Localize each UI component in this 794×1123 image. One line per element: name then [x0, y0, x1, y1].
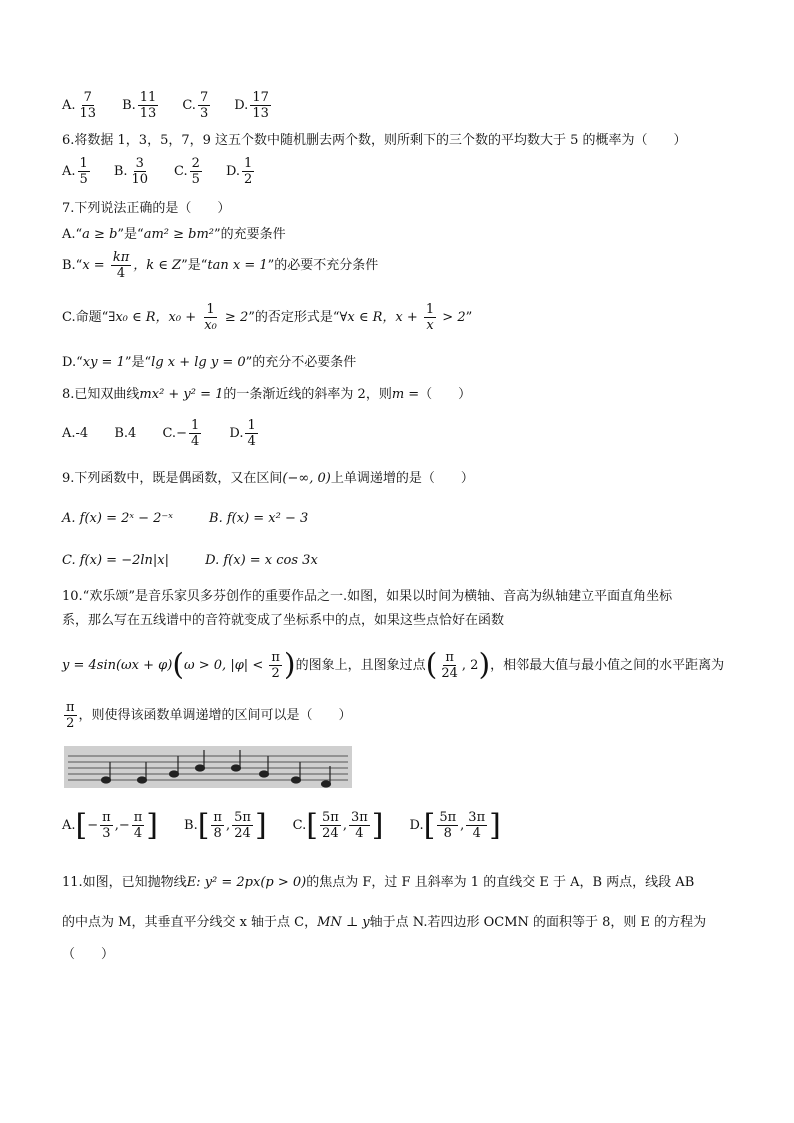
q6-option-0-fraction — [78, 156, 90, 187]
q6-option-2-letter: C. — [174, 163, 188, 179]
q7-b-mid: ”是“ — [181, 258, 208, 273]
q10-option-3-b-den: 4 — [472, 826, 481, 841]
q10-option-0-a-num: π — [102, 810, 111, 825]
q7-c-frac-num: 1 — [206, 302, 215, 317]
q10-option-2 — [292, 807, 384, 843]
q10-option-1-letter: B. — [184, 817, 198, 833]
q6-option-3-den: 2 — [244, 172, 253, 187]
q10-option-3-right-bracket: ] — [489, 807, 501, 843]
q7-c-prefix: C.命题“ — [62, 310, 109, 325]
q7-c-math5: ，x + — [382, 310, 422, 325]
q8-d-fraction — [245, 418, 257, 449]
q10-option-3-b-fraction — [466, 810, 487, 841]
q7-b-prefix: B.“ — [62, 258, 83, 273]
q7-a-suffix: ”的充要条件 — [214, 227, 286, 242]
note-4 — [196, 765, 205, 771]
q10-option-2-right-bracket: ] — [371, 807, 384, 843]
q7-b-math3: tan x = 1 — [207, 258, 268, 273]
q7-b-suffix: ”的必要不充分条件 — [267, 258, 379, 273]
note-5 — [232, 765, 241, 771]
q8-option-c — [162, 418, 203, 449]
q7-c-suffix: ” — [465, 310, 473, 325]
q8-d-letter: D. — [229, 425, 244, 441]
q9-stem — [62, 470, 474, 488]
q10-option-0-a-den: 3 — [102, 826, 111, 841]
q9-option-d: D. f(x) = x cos 3x — [205, 553, 318, 568]
q6-option-3 — [226, 156, 256, 187]
q7-c-fraction — [202, 302, 219, 333]
q10-option-1-a-fraction — [211, 810, 224, 841]
q6-stem: 6.将数据 1，3，5，7，9 这五个数中随机删去两个数，则所剩下的三个数的平均数大于 5 的概率为（ ） — [62, 133, 687, 148]
q6-options — [62, 156, 278, 187]
q10-cond-fraction — [269, 650, 282, 681]
q10-option-2-a-num: 5π — [322, 810, 339, 825]
q7-c-math4: ∀x ∈ R — [339, 310, 383, 325]
q10-option-0-b-den: 4 — [133, 826, 143, 841]
q10-option-3-a-den: 8 — [443, 826, 452, 841]
q9-options-ab — [62, 510, 308, 528]
q10-option-3-b-num: 3π — [468, 810, 486, 825]
q5-option-1-num: 11 — [139, 90, 157, 105]
q10-option-0 — [62, 807, 159, 843]
q10-option-2-b-den: 4 — [355, 826, 364, 841]
q5-option-3-den: 13 — [252, 106, 269, 121]
q10-pt-y: , 2 — [461, 658, 479, 673]
q10-l4-fraction — [64, 700, 77, 731]
q10-option-3-a-num: 5π — [439, 810, 457, 825]
q10-option-3-a-fraction — [437, 810, 458, 841]
note-1 — [102, 777, 111, 783]
q10-options — [62, 807, 527, 843]
q10-option-0-b-sign: − — [118, 817, 130, 833]
q7-c-frac2-den: x — [426, 318, 434, 333]
q10-option-2-left-bracket: [ — [306, 807, 318, 843]
q10-tail: ，相邻最大值与最小值之间的水平距离为 — [490, 658, 725, 673]
q8-options — [62, 418, 282, 449]
q7-a-mid: ”是“ — [117, 227, 144, 242]
q10-pt-fraction — [439, 650, 460, 681]
q10-option-1-a-num: π — [213, 810, 222, 825]
q5-option-1-den: 13 — [139, 106, 157, 121]
q10-option-0-right-bracket: ] — [146, 807, 159, 843]
q7-c-math3: ≥ 2 — [220, 310, 249, 325]
q9-options-cd — [62, 552, 318, 570]
q5-option-1-letter: B. — [122, 97, 136, 113]
q6-option-1-fraction — [130, 156, 151, 187]
q7-b-fraction — [111, 250, 131, 281]
q10-pt-num: π — [445, 650, 454, 665]
q10-option-2-a-fraction — [320, 810, 341, 841]
q10-l4-num: π — [66, 700, 75, 715]
q10-line4 — [62, 700, 352, 731]
q7-c-mid: ”的否定形式是“ — [248, 310, 340, 325]
q10-option-0-letter: A. — [62, 817, 76, 833]
q8-option-d — [229, 418, 259, 449]
q6-option-3-fraction — [242, 156, 254, 187]
q9-option-c: C. f(x) = −2ln|x| — [62, 553, 169, 568]
q5-option-3 — [234, 90, 273, 121]
q8-option-a: A.-4 — [62, 425, 89, 441]
q9-post: 上单调递增的是（ ） — [330, 471, 474, 486]
q10-l4-text: ，则使得该函数单调递增的区间可以是（ ） — [78, 708, 352, 723]
q10-option-0-comma: , — [114, 817, 119, 833]
q7-c-math1: ∃x₀ ∈ R — [108, 310, 156, 325]
q7-option-a — [62, 226, 286, 244]
q9-pre: 9.下列函数中，既是偶函数，又在区间 — [62, 471, 283, 486]
q5-option-2-letter: C. — [182, 97, 196, 113]
q11-l2-post: 轴于点 N.若四边形 OCMN 的面积等于 8，则 E 的方程为 — [369, 915, 707, 930]
q10-cond-num: π — [271, 650, 280, 665]
q6-option-1-num: 3 — [135, 156, 144, 171]
q7-d-math1: xy = 1 — [82, 355, 125, 370]
q8-option-b: B.4 — [114, 425, 137, 441]
q5-option-0-den: 13 — [79, 106, 97, 121]
q5-option-2-den: 3 — [199, 106, 209, 121]
q10-cond-open: ( — [172, 647, 185, 683]
q7-b-frac-den: 4 — [116, 266, 126, 281]
q10-option-1-b-den: 24 — [234, 826, 251, 841]
q7-a-math1: a ≥ b — [82, 227, 118, 242]
q11-line2 — [62, 914, 706, 932]
staff-svg — [64, 746, 352, 788]
q9-option-b: B. f(x) = x² − 3 — [209, 511, 309, 526]
q5-option-2-fraction — [198, 90, 210, 121]
q8-c-letter: C. — [162, 425, 177, 441]
q10-option-2-b-fraction — [349, 810, 370, 841]
q11-line1 — [62, 874, 694, 892]
q8-c-den: 4 — [190, 434, 200, 449]
q6-option-2-num: 2 — [191, 156, 200, 171]
q6-option-2-fraction — [190, 156, 202, 187]
q8-post: 的一条渐近线的斜率为 2，则 — [223, 387, 392, 402]
q5-option-2-num: 7 — [199, 90, 209, 105]
q10-cond-den: 2 — [271, 666, 280, 681]
q10-l4-den: 2 — [66, 716, 75, 731]
q10-option-1-a-den: 8 — [213, 826, 222, 841]
q8-c-fraction — [189, 418, 201, 449]
q10-line1: 10.“欢乐颂”是音乐家贝多芬创作的重要作品之一.如图，如果以时间为横轴、音高为纵轴建立平面直角坐标 — [62, 589, 673, 604]
q10-option-0-a-fraction — [100, 810, 113, 841]
q5-option-0-num: 7 — [83, 90, 92, 105]
q10-line2: 系，那么写在五线谱中的音符就变成了坐标系中的点，如果这些点恰好在函数 — [62, 613, 505, 628]
note-6 — [260, 771, 269, 777]
q7-a-prefix: A.“ — [62, 227, 83, 242]
q7-stem: 7.下列说法正确的是（ ） — [62, 201, 231, 216]
q10-option-3-comma: , — [460, 817, 465, 833]
q10-option-3-letter: D. — [409, 817, 424, 833]
q5-option-0-letter: A. — [62, 97, 76, 113]
q6-option-1-letter: B. — [113, 163, 128, 179]
q8-math: mx² + y² = 1 — [139, 387, 224, 402]
q6-option-1-den: 10 — [131, 172, 149, 187]
q6-option-2 — [174, 156, 204, 187]
q7-option-b — [62, 250, 378, 281]
q10-option-1-left-bracket: [ — [197, 807, 210, 843]
q11-l1-pre: 11.如图，已知抛物线 — [62, 875, 187, 890]
q7-d-math2: lg x + lg y = 0 — [151, 355, 246, 370]
q10-option-1-comma: , — [225, 817, 231, 833]
q10-pt-close: ) — [478, 647, 491, 683]
q11-l1-math: E: y² = 2px(p > 0) — [186, 875, 307, 890]
q7-b-frac-num: kπ — [112, 250, 130, 265]
q7-c-math2: ，x₀ + — [155, 310, 201, 325]
q10-option-0-b-num: π — [133, 810, 143, 825]
q7-b-math2: ，k ∈ Z — [133, 258, 182, 273]
note-8 — [322, 781, 331, 787]
q10-option-3 — [409, 807, 501, 843]
q7-c-frac-den: x₀ — [204, 318, 217, 333]
q8-c-sign: − — [176, 425, 187, 441]
q10-option-3-left-bracket: [ — [423, 807, 436, 843]
q10-pt-open: ( — [425, 647, 438, 683]
q6-option-0 — [62, 156, 92, 187]
q11-l2-math: MN ⊥ y — [317, 915, 370, 930]
q9-option-a: A. f(x) = 2ˣ − 2⁻ˣ — [62, 511, 173, 526]
q5-option-3-letter: D. — [234, 97, 249, 113]
q5-option-0 — [62, 90, 100, 121]
q10-option-2-comma: , — [342, 817, 347, 833]
q6-option-1 — [114, 156, 152, 187]
q7-option-d — [62, 354, 356, 372]
q6-option-3-num: 1 — [244, 156, 253, 171]
q7-d-prefix: D.“ — [62, 355, 83, 370]
q10-cond: ω > 0, |φ| < — [184, 658, 268, 673]
q8-math2: m — [391, 387, 405, 402]
q6-option-0-den: 5 — [79, 172, 88, 187]
q8-d-num: 1 — [247, 418, 256, 433]
q11-l1-post: 的焦点为 F，过 F 且斜率为 1 的直线交 E 于 A，B 两点，线段 AB — [306, 875, 695, 890]
note-3 — [170, 771, 179, 777]
q10-option-1-right-bracket: ] — [254, 807, 267, 843]
q7-option-c — [62, 302, 472, 333]
note-2 — [138, 777, 147, 783]
q8-end: =（ ） — [404, 387, 472, 402]
music-staff-image — [64, 746, 352, 788]
q5-option-2 — [182, 90, 212, 121]
q11-line3: （ ） — [62, 947, 115, 962]
q7-c-frac2-num: 1 — [425, 302, 435, 317]
q10-option-2-a-den: 24 — [322, 826, 339, 841]
q10-option-1-b-num: 5π — [234, 810, 251, 825]
q7-c-math6: > 2 — [438, 310, 466, 325]
q5-option-1 — [122, 90, 160, 121]
q7-a-math2: am² ≥ bm² — [143, 227, 215, 242]
q7-d-suffix: ”的充分不必要条件 — [245, 355, 357, 370]
q5-option-3-fraction — [250, 90, 271, 121]
q6-option-0-letter: A. — [62, 163, 76, 179]
q5-options — [62, 90, 295, 121]
q7-d-mid: ”是“ — [124, 355, 152, 370]
note-7 — [292, 777, 301, 783]
q8-d-den: 4 — [247, 434, 256, 449]
q8-pre: 8.已知双曲线 — [62, 387, 140, 402]
q6-option-2-den: 5 — [191, 172, 200, 187]
q7-c-fraction2 — [424, 302, 436, 333]
q10-option-1 — [184, 807, 267, 843]
q10-option-2-b-num: 3π — [350, 810, 368, 825]
q5-option-3-num: 17 — [252, 90, 269, 105]
q9-interval: (−∞, 0) — [282, 471, 331, 486]
q10-line3 — [62, 647, 725, 683]
q8-stem — [62, 386, 471, 404]
q5-option-1-fraction — [138, 90, 159, 121]
q10-option-1-b-fraction — [232, 810, 253, 841]
q10-mid: 的图象上，且图象过点 — [295, 658, 426, 673]
q10-cond-close: ) — [283, 647, 296, 683]
q11-l2-pre: 的中点为 M，其垂直平分线交 x 轴于点 C， — [62, 915, 318, 930]
q6-option-3-letter: D. — [225, 163, 241, 179]
q10-option-0-a-sign: − — [87, 817, 99, 833]
q7-b-math1: x = — [82, 258, 109, 273]
q10-option-0-left-bracket: [ — [75, 807, 88, 843]
q6-option-0-num: 1 — [79, 156, 88, 171]
q5-option-0-fraction — [78, 90, 99, 121]
q10-pt-den: 24 — [441, 666, 458, 681]
q10-func: y = 4sin(ωx + φ) — [62, 658, 173, 673]
q10-option-2-letter: C. — [292, 817, 307, 833]
q10-option-0-b-fraction — [132, 810, 145, 841]
q8-c-num: 1 — [190, 418, 200, 433]
